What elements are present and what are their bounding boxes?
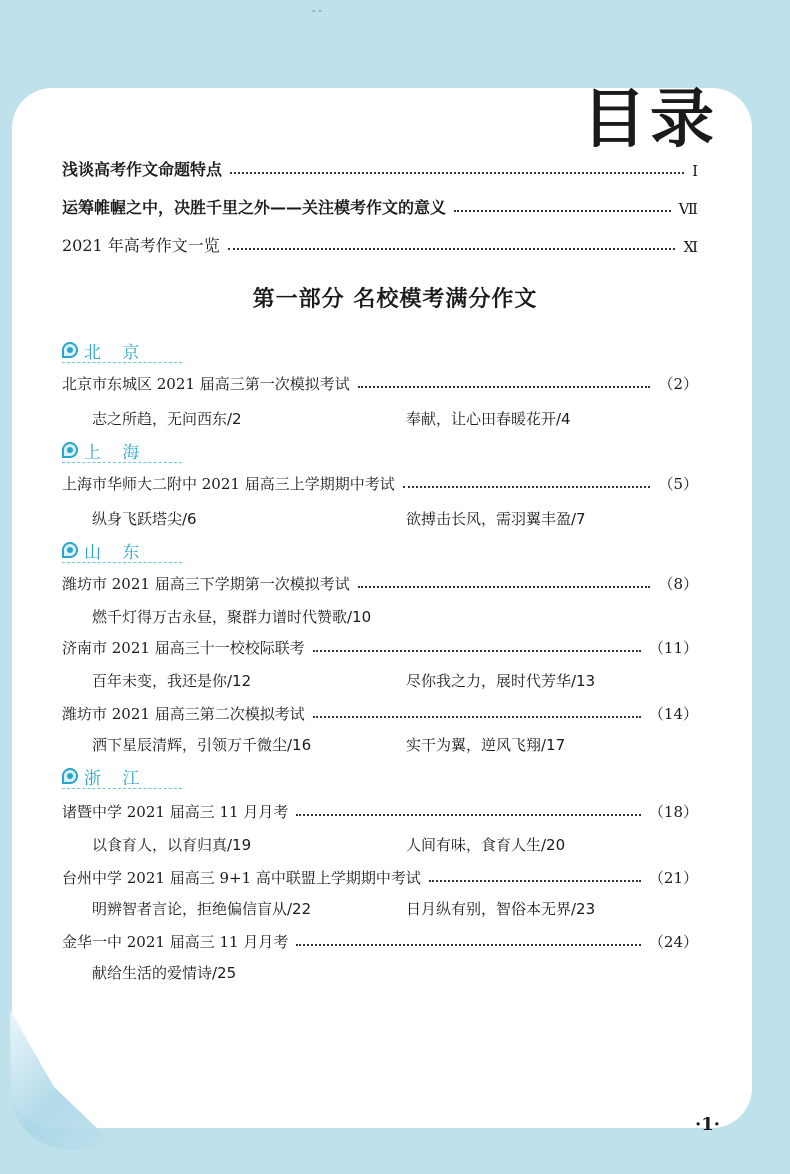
essay-entry[interactable]: 献给生活的爱情诗/25 <box>92 964 237 982</box>
location-pin-icon <box>62 342 78 358</box>
entry-page: Ⅰ <box>692 162 698 180</box>
school-title: 北京市东城区 2021 届高三第一次模拟考试 <box>62 375 350 393</box>
essay-entry[interactable]: 奉献，让心田春暖花开/4 <box>406 410 571 428</box>
essay-entry[interactable]: 百年未变，我还是你/12 <box>92 672 252 690</box>
region-name: 山 东 <box>84 542 148 563</box>
preface-entry[interactable] <box>62 228 698 256</box>
entry-title: 2021 年高考作文一览 <box>62 236 220 255</box>
leader-dots <box>296 814 641 816</box>
location-pin-icon <box>62 768 78 784</box>
school-title: 诸暨中学 2021 届高三 11 月月考 <box>62 803 289 821</box>
region-heading-beijing <box>62 338 182 363</box>
school-title: 潍坊市 2021 届高三下学期第一次模拟考试 <box>62 575 350 593</box>
entry-title: 运筹帷幄之中，决胜千里之外——关注模考作文的意义 <box>62 198 447 217</box>
school-title: 潍坊市 2021 届高三第二次模拟考试 <box>62 705 305 723</box>
leader-dots <box>403 486 651 488</box>
school-title: 金华一中 2021 届高三 11 月月考 <box>62 933 289 951</box>
region-name: 浙 江 <box>84 768 148 789</box>
essay-entry[interactable]: 志之所趋，无问西东/2 <box>92 410 242 428</box>
school-page: （2） <box>658 375 698 393</box>
region-heading-zhejiang <box>62 764 182 789</box>
school-page: （11） <box>648 639 698 657</box>
school-page: （24） <box>648 933 698 951</box>
school-entry[interactable] <box>62 862 698 888</box>
essay-entry[interactable]: 尽你我之力，展时代芳华/13 <box>406 672 596 690</box>
school-page: （21） <box>648 869 698 887</box>
school-title: 济南市 2021 届高三十一校校际联考 <box>62 639 305 657</box>
essay-entry[interactable]: 日月纵有别，智俗本无界/23 <box>406 900 596 918</box>
school-entry[interactable] <box>62 468 698 494</box>
location-pin-icon <box>62 442 78 458</box>
leader-dots <box>228 248 676 250</box>
leader-dots <box>358 586 651 588</box>
entry-title: 浅谈高考作文命题特点 <box>62 160 223 179</box>
school-title: 上海市华师大二附中 2021 届高三上学期期中考试 <box>62 475 395 493</box>
school-entry[interactable] <box>62 796 698 822</box>
entry-page: Ⅶ <box>678 200 698 218</box>
leader-dots <box>296 944 641 946</box>
preface-entry[interactable] <box>62 152 698 180</box>
top-mark: - - <box>312 6 322 17</box>
school-title: 台州中学 2021 届高三 9+1 高中联盟上学期期中考试 <box>62 869 421 887</box>
essay-entry[interactable]: 以食育人，以育归真/19 <box>92 836 252 854</box>
essay-entry[interactable]: 实干为翼，逆风飞翔/17 <box>406 736 566 754</box>
school-entry[interactable] <box>62 926 698 952</box>
essay-entry[interactable]: 明辨智者言论，拒绝偏信盲从/22 <box>92 900 312 918</box>
region-heading-shanghai <box>62 438 182 463</box>
essay-entry[interactable]: 洒下星辰清辉，引领万千微尘/16 <box>92 736 312 754</box>
essay-entry[interactable]: 欲搏击长风，需羽翼丰盈/7 <box>406 510 586 528</box>
leader-dots <box>313 650 641 652</box>
essay-entry[interactable]: 人间有味，食育人生/20 <box>406 836 566 854</box>
region-heading-shandong <box>62 538 182 563</box>
leader-dots <box>230 172 684 174</box>
school-entry[interactable] <box>62 698 698 724</box>
essay-entry[interactable]: 燃千灯得万古永昼，聚群力谱时代赞歌/10 <box>92 608 372 626</box>
essay-entry[interactable]: 纵身飞跃塔尖/6 <box>92 510 197 528</box>
school-page: （8） <box>658 575 698 593</box>
school-page: （18） <box>648 803 698 821</box>
school-entry[interactable] <box>62 568 698 594</box>
school-entry[interactable] <box>62 632 698 658</box>
leader-dots <box>313 716 641 718</box>
preface-entry[interactable] <box>62 190 698 218</box>
leader-dots <box>358 386 651 388</box>
school-page: （14） <box>648 705 698 723</box>
location-pin-icon <box>62 542 78 558</box>
entry-page: Ⅺ <box>683 238 698 256</box>
page-number: ·1· <box>694 1114 720 1135</box>
school-page: （5） <box>658 475 698 493</box>
part-heading: 第一部分 名校模考满分作文 <box>252 287 538 312</box>
leader-dots <box>429 880 641 882</box>
region-name: 北 京 <box>84 342 148 363</box>
region-name: 上 海 <box>84 442 148 463</box>
toc-title: 目录 <box>582 83 718 157</box>
leader-dots <box>454 210 671 212</box>
school-entry[interactable] <box>62 368 698 394</box>
